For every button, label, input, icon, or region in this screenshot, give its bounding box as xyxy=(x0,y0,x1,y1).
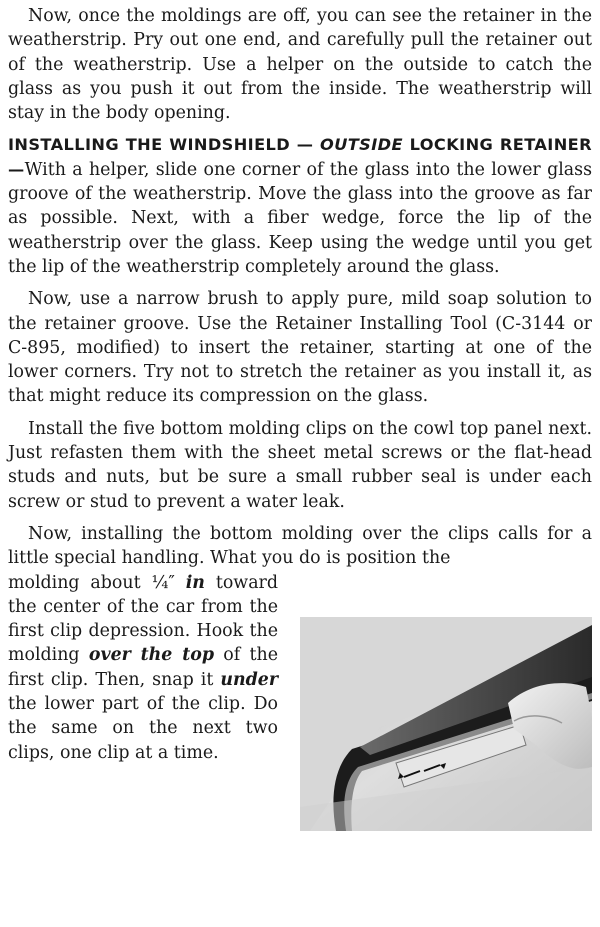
paragraph-remove-retainer: Now, once the moldings are off, you can see the retainer in the weatherstrip. Pry out one end, and carefully pull the retainer out of the weatherstrip. Use a helper on the outside to catch the glass as you push it out from the inside. The weatherstrip will stay in the body opening. xyxy=(8,6,592,124)
paragraph-molding-clips: Install the five bottom molding clips on the cowl top panel next. Just refasten them with the sheet metal screws or the flat-head studs and nuts, but be sure a small rubber seal is under each screw or stud to prevent a water leak. xyxy=(8,418,592,512)
wrapped-text-column xyxy=(8,571,278,765)
paragraph-installing-windshield: INSTALLING THE WINDSHIELD — OUTSIDE LOCKING RETAINER—With a helper, slide one corner of the glass into the lower glass groove of the weatherstrip. Move the glass into the groove as far as possible. Next, with a fiber wedge, force the lip of the weatherstrip over the glass. Keep using the wedge until you get the lip of the weatherstrip completely around the glass. xyxy=(8,135,593,277)
photo-illustration xyxy=(300,617,592,831)
paragraph-soap-retainer: Now, use a narrow brush to apply pure, mild soap solution to the retainer groove. Use the Retainer Installing Tool (C-3144 or C-895, modified) to insert the retainer, starting at one of the lower corners. Try not to stretch the retainer as you install it, as that might reduce its compression on the glass. xyxy=(8,289,592,407)
document-page xyxy=(8,4,592,847)
text-with-figure xyxy=(8,571,592,847)
section-heading: INSTALLING THE WINDSHIELD — OUTSIDE LOCKING RETAINER— xyxy=(8,135,593,179)
windshield-molding-photo xyxy=(300,617,592,831)
paragraph-bottom-molding: Now, installing the bottom molding over the clips calls for a little special handling. What you do is position the xyxy=(8,523,592,569)
paragraph-molding-position: molding about ¼″ in toward the center of the car from the first clip depression. Hook the molding over the top of the first clip. Then, snap it under the lower part of the clip. Do the same on the next two clips, one clip at a time. xyxy=(8,572,279,763)
